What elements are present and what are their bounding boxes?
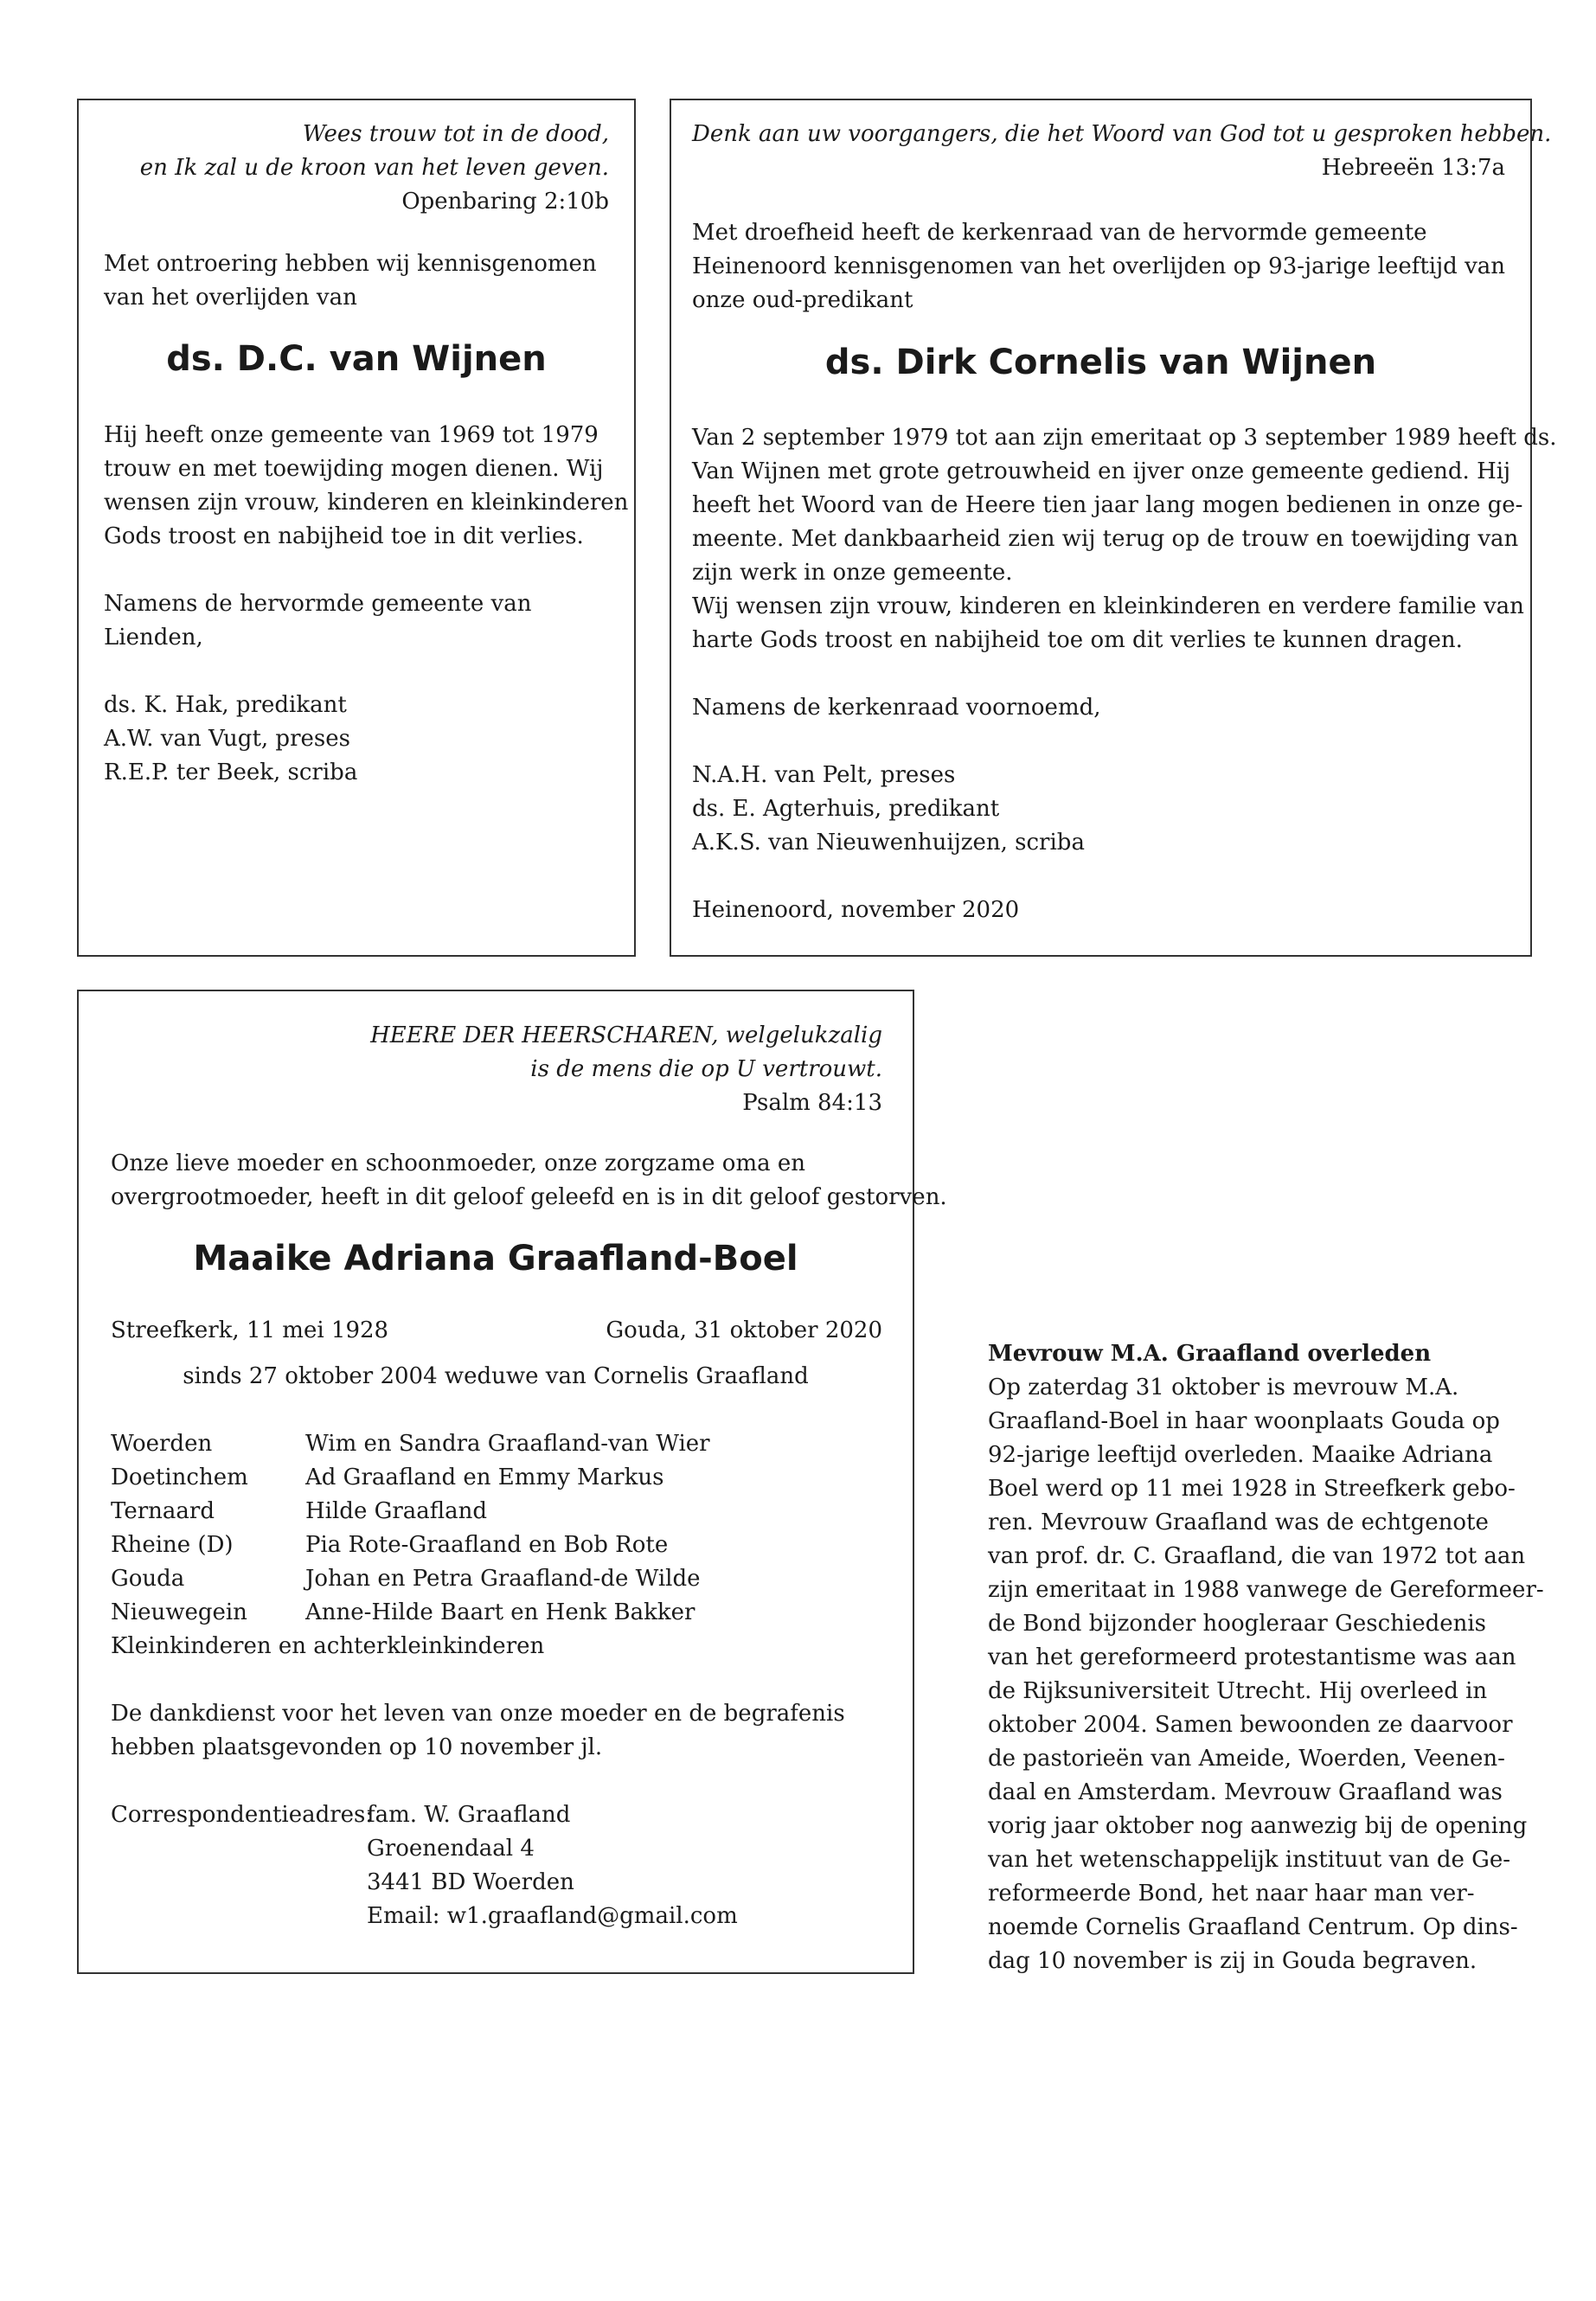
verse-line: Denk aan uw voorgangers, die het Woord van God tot u gesproken hebben. bbox=[692, 121, 1552, 147]
birth-info: Streefkerk, 11 mei 1928 bbox=[111, 1317, 389, 1343]
article-line: de Rijksuniversiteit Utrecht. Hij overleed in bbox=[988, 1678, 1488, 1704]
body-text: Hij heeft onze gemeente van 1969 tot 1979 bbox=[104, 422, 599, 448]
intro-text: Met droefheid heeft de kerkenraad van de hervormde gemeente bbox=[692, 220, 1427, 246]
signatory: R.E.P. ter Beek, scriba bbox=[104, 760, 358, 785]
verse-reference: Hebreeën 13:7a bbox=[1321, 155, 1505, 181]
family-names: Wim en Sandra Graafland-van Wier bbox=[305, 1431, 710, 1457]
verse-reference: Psalm 84:13 bbox=[742, 1090, 882, 1116]
article-line: van het wetenschappelijk instituut van de Ge- bbox=[988, 1847, 1511, 1873]
service-text: De dankdienst voor het leven van onze moeder en de begrafenis bbox=[111, 1701, 845, 1727]
death-info: Gouda, 31 oktober 2020 bbox=[606, 1317, 882, 1343]
verse-line: en Ik zal u de kroon van het leven geven. bbox=[139, 155, 609, 181]
service-text: hebben plaatsgevonden op 10 november jl. bbox=[111, 1734, 603, 1760]
place-date: Heinenoord, november 2020 bbox=[692, 897, 1020, 923]
article-line: dag 10 november is zij in Gouda begraven. bbox=[988, 1948, 1477, 1974]
namens-text: Namens de kerkenraad voornoemd, bbox=[692, 695, 1101, 721]
body-text: meente. Met dankbaarheid zien wij terug op de trouw en toewijding van bbox=[692, 526, 1519, 552]
body-text: wensen zijn vrouw, kinderen en kleinkinderen bbox=[104, 490, 629, 516]
article-line: daal en Amsterdam. Mevrouw Graafland was bbox=[988, 1779, 1503, 1805]
signatory: ds. E. Agterhuis, predikant bbox=[692, 796, 1000, 822]
article-line: 92-jarige leeftijd overleden. Maaike Adriana bbox=[988, 1442, 1493, 1468]
address-line: fam. W. Graafland bbox=[367, 1802, 571, 1828]
family-names: Hilde Graafland bbox=[305, 1498, 488, 1524]
article-line: van het gereformeerd protestantisme was aan bbox=[988, 1644, 1516, 1670]
article-line: oktober 2004. Samen bewoonden ze daarvoor bbox=[988, 1712, 1513, 1738]
body-text: heeft het Woord van de Heere tien jaar lang mogen bedienen in onze ge- bbox=[692, 492, 1523, 518]
article-title: Mevrouw M.A. Graafland overleden bbox=[988, 1341, 1432, 1367]
article-line: zijn emeritaat in 1988 vanwege de Gereformeer- bbox=[988, 1577, 1544, 1603]
family-names: Johan en Petra Graafland-de Wilde bbox=[305, 1566, 701, 1592]
signatory: A.W. van Vugt, preses bbox=[104, 726, 350, 752]
family-names: Pia Rote-Graafland en Bob Rote bbox=[305, 1532, 669, 1558]
family-names: Ad Graafland en Emmy Markus bbox=[305, 1465, 664, 1490]
address-email: Email: w1.graafland@gmail.com bbox=[367, 1903, 738, 1929]
body-text: Wij wensen zijn vrouw, kinderen en kleinkinderen en verdere familie van bbox=[692, 593, 1524, 619]
intro-text: Met ontroering hebben wij kennisgenomen bbox=[104, 251, 597, 277]
body-text: Gods troost en nabijheid toe in dit verlies. bbox=[104, 523, 584, 549]
intro-text: van het overlijden van bbox=[104, 285, 357, 311]
intro-text: Onze lieve moeder en schoonmoeder, onze zorgzame oma en bbox=[111, 1150, 805, 1176]
verse-reference: Openbaring 2:10b bbox=[401, 189, 609, 215]
intro-text: overgrootmoeder, heeft in dit geloof geleefd en is in dit geloof gestorven. bbox=[111, 1184, 947, 1210]
family-names: Anne-Hilde Baart en Henk Bakker bbox=[305, 1599, 695, 1625]
grandchildren: Kleinkinderen en achterkleinkinderen bbox=[111, 1633, 545, 1659]
article-line: de Bond bijzonder hoogleraar Geschiedenis bbox=[988, 1611, 1487, 1637]
article-line: noemde Cornelis Graafland Centrum. Op dins- bbox=[988, 1914, 1518, 1940]
address-line: Groenendaal 4 bbox=[367, 1836, 535, 1862]
body-text: zijn werk in onze gemeente. bbox=[692, 560, 1013, 586]
family-place: Gouda bbox=[111, 1566, 185, 1592]
verse-line: is de mens die op U vertrouwt. bbox=[530, 1056, 882, 1082]
deceased-name: ds. Dirk Cornelis van Wijnen bbox=[824, 343, 1377, 382]
article-line: Op zaterdag 31 oktober is mevrouw M.A. bbox=[988, 1375, 1459, 1400]
signatory: N.A.H. van Pelt, preses bbox=[692, 762, 956, 788]
deceased-name: Maaike Adriana Graafland-Boel bbox=[193, 1239, 798, 1279]
address-label: Correspondentieadres: bbox=[111, 1802, 374, 1828]
namens-text: Namens de hervormde gemeente van bbox=[104, 591, 532, 617]
namens-text: Lienden, bbox=[104, 625, 203, 651]
article-line: Graafland-Boel in haar woonplaats Gouda op bbox=[988, 1408, 1500, 1434]
address-line: 3441 BD Woerden bbox=[367, 1869, 574, 1895]
article-line: van prof. dr. C. Graafland, die van 1972 tot aan bbox=[988, 1543, 1526, 1569]
family-place: Doetinchem bbox=[111, 1465, 248, 1490]
body-text: trouw en met toewijding mogen dienen. Wij bbox=[104, 456, 604, 482]
family-place: Rheine (D) bbox=[111, 1532, 234, 1558]
article-line: Boel werd op 11 mei 1928 in Streefkerk gebo- bbox=[988, 1476, 1516, 1502]
deceased-name: ds. D.C. van Wijnen bbox=[166, 339, 547, 379]
verse-line: Wees trouw tot in de dood, bbox=[302, 121, 609, 147]
article-line: vorig jaar oktober nog aanwezig bij de opening bbox=[988, 1813, 1528, 1839]
article-line: reformeerde Bond, het naar haar man ver- bbox=[988, 1881, 1475, 1907]
intro-text: Heinenoord kennisgenomen van het overlijden op 93-jarige leeftijd van bbox=[692, 253, 1506, 279]
family-place: Nieuwegein bbox=[111, 1599, 247, 1625]
family-place: Woerden bbox=[111, 1431, 213, 1457]
article-line: de pastorieën van Ameide, Woerden, Veenen- bbox=[988, 1746, 1505, 1772]
family-place: Ternaard bbox=[111, 1498, 215, 1524]
signatory: A.K.S. van Nieuwenhuijzen, scriba bbox=[692, 830, 1085, 856]
widow-info: sinds 27 oktober 2004 weduwe van Cornelis Graafland bbox=[183, 1363, 809, 1389]
verse-line: HEERE DER HEERSCHAREN, welgelukzalig bbox=[370, 1022, 882, 1048]
body-text: Van 2 september 1979 tot aan zijn emeritaat op 3 september 1989 heeft ds. bbox=[692, 425, 1557, 451]
signatory: ds. K. Hak, predikant bbox=[104, 692, 347, 718]
intro-text: onze oud-predikant bbox=[692, 287, 913, 313]
body-text: Van Wijnen met grote getrouwheid en ijver onze gemeente gediend. Hij bbox=[692, 458, 1511, 484]
article-line: ren. Mevrouw Graafland was de echtgenote bbox=[988, 1509, 1489, 1535]
body-text: harte Gods troost en nabijheid toe om dit verlies te kunnen dragen. bbox=[692, 627, 1463, 653]
